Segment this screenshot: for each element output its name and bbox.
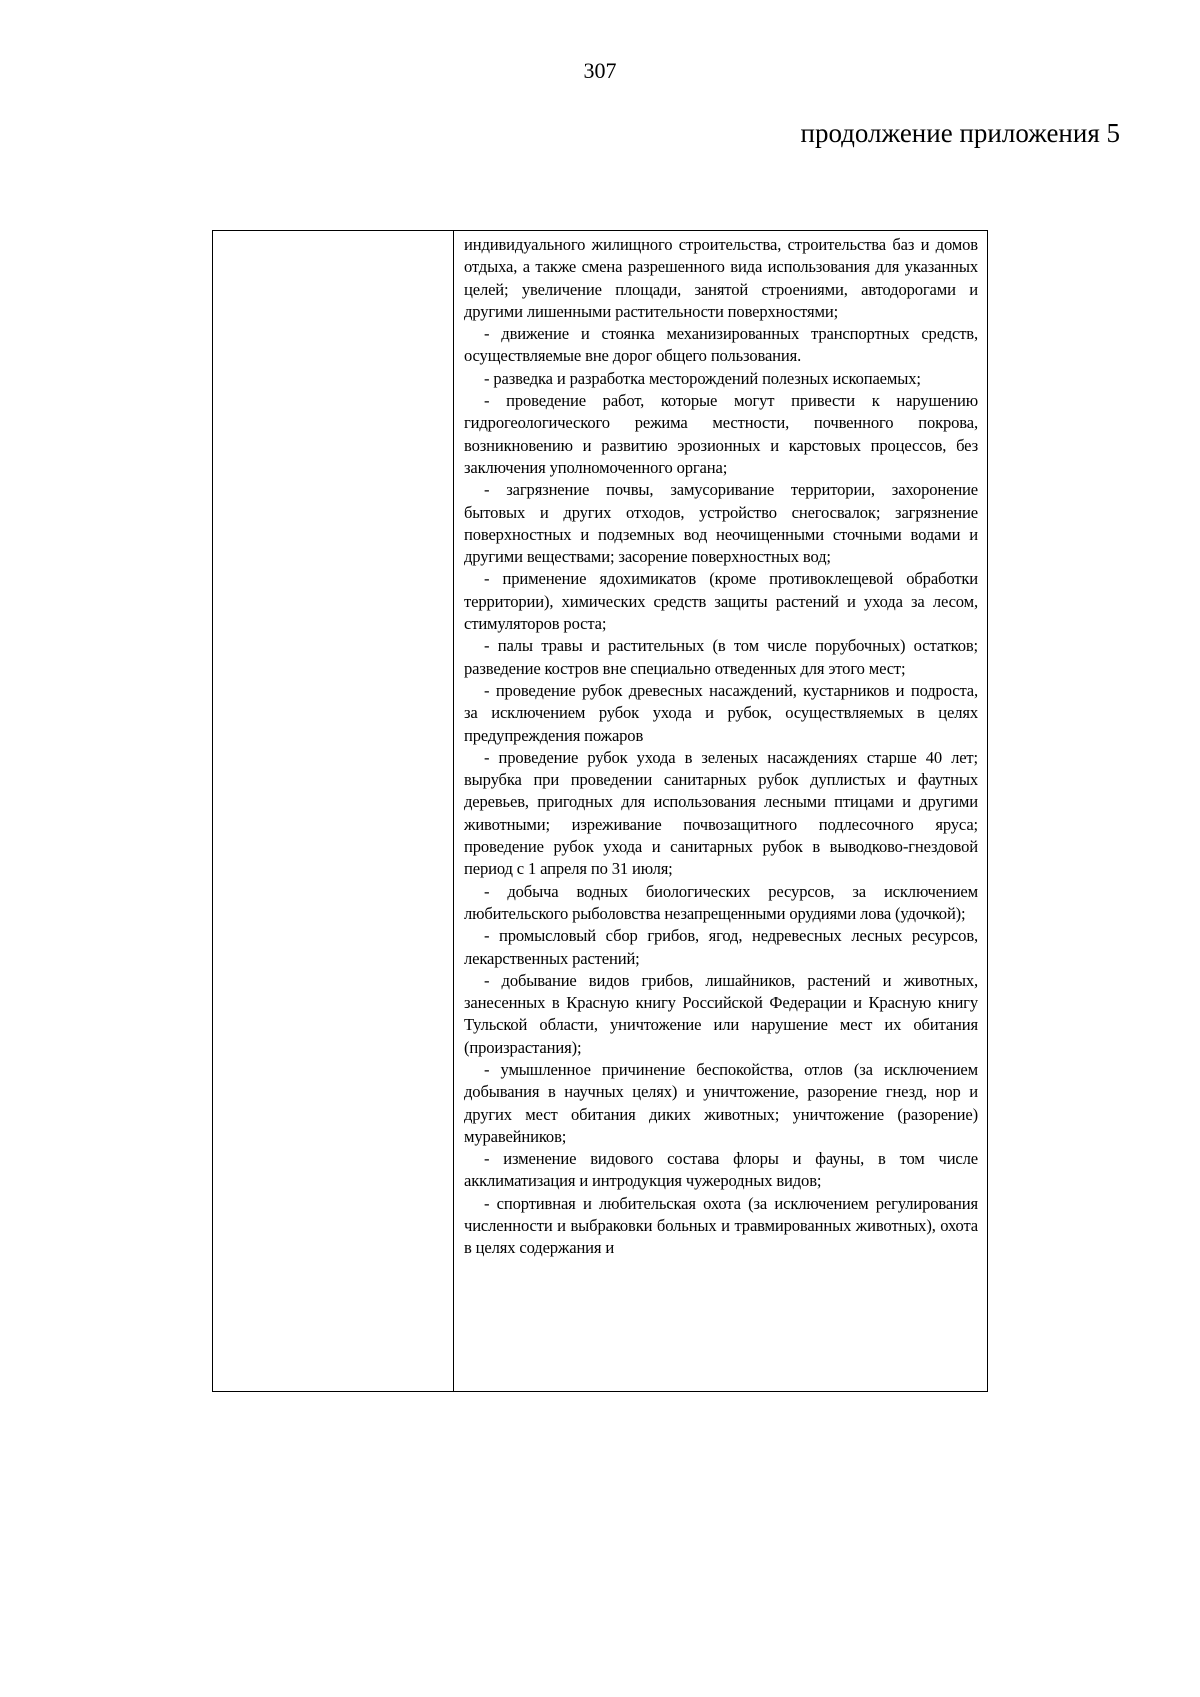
right-cell [454,231,988,1392]
paragraph-4: - проведение работ, которые могут привести к нарушению гидрогеологического режима местности, почвенного покрова, возникновению и развитию эрозионных и карстовых процессов, без заключения уполномоченного органа; [464,391,978,477]
paragraph-3: - разведка и разработка месторождений полезных ископаемых; [484,368,921,388]
paragraph-10: - добыча водных биологических ресурсов, за исключением любительского рыболовства незапрещенными орудиями лова (удочкой); [464,881,978,923]
paragraph-9: - проведение рубок ухода в зеленых насаждениях старше 40 лет; вырубка при проведении санитарных рубок дуплистых и фаутных деревьев, пригодных для использования лесными птицами и другими животными; изреживание почвозащитного подлесочного яруса; проведение рубок ухода и санитарных рубок в выводково-гнездовой период с 1 апреля по 31 июля; [464,747,978,879]
cell-text [454,231,987,1260]
paragraph-5: - загрязнение почвы, замусоривание территории, захоронение бытовых и других отходов, устройство снегосвалок; загрязнение поверхностных и подземных вод неочищенными сточными водами и другими веществами; засорение поверхностных вод; [464,480,978,567]
document-table [212,230,988,1392]
left-cell [213,231,454,1392]
paragraph-6: - применение ядохимикатов (кроме противоклещевой обработки территории), химических средств защиты растений и ухода за лесом, стимуляторов роста; [464,569,978,634]
paragraph-2: - движение и стоянка механизированных транспортных средств, осуществляемые вне дорог общего пользования. [464,324,978,366]
paragraph-15: - спортивная и любительская охота (за исключением регулирования численности и выбраковки больных и травмированных животных), охота в целях содержания и [464,1193,978,1258]
paragraph-7: - палы травы и растительных (в том числе порубочных) остатков; разведение костров вне специально отведенных для этого мест; [464,636,978,678]
paragraph-11: - промысловый сбор грибов, ягод, недревесных лесных ресурсов, лекарственных растений; [464,926,978,968]
continuation-heading: продолжение приложения 5 [800,118,1120,148]
paragraph-14: - изменение видового состава флоры и фауны, в том числе акклиматизация и интродукция чужеродных видов; [464,1149,978,1191]
paragraph-12: - добывание видов грибов, лишайников, растений и животных, занесенных в Красную книгу Российской Федерации и Красную книгу Тульской области, уничтожение или нарушение мест их обитания (произрастания); [464,970,978,1057]
page-number: 307 [583,58,617,83]
table-row [213,231,988,1392]
paragraph-13: - умышленное причинение беспокойства, отлов (за исключением добывания в научных целях) и уничтожение, разорение гнезд, нор и других мест обитания диких животных; уничтожение (разорение) муравейников; [464,1059,978,1146]
paragraph-1: индивидуального жилищного строительства, строительства баз и домов отдыха, а также смена разрешенного вида использования для указанных целей; увеличение площади, занятой строениями, автодорогами и другими лишенными растительности поверхностями; [464,235,978,321]
paragraph-8: - проведение рубок древесных насаждений, кустарников и подроста, за исключением рубок ухода и рубок, осуществляемых в целях предупреждения пожаров [464,680,978,745]
